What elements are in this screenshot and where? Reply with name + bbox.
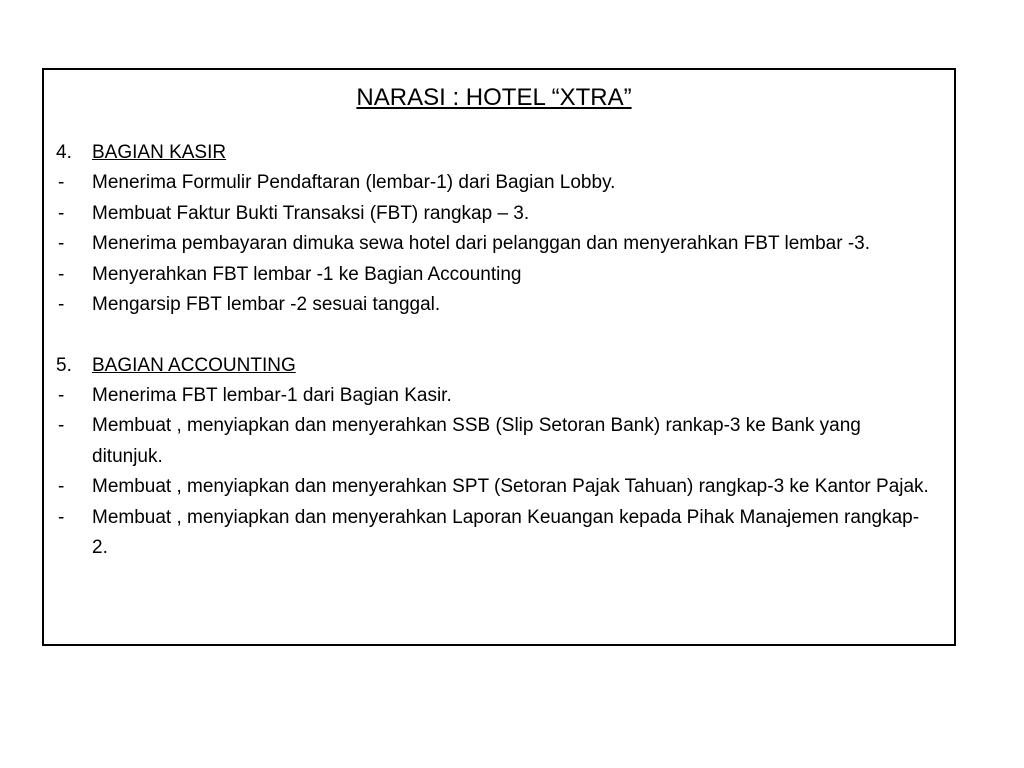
list-item (56, 411, 932, 472)
bullet-dash: - (58, 506, 65, 528)
bullet-dash: - (58, 202, 65, 224)
list-item (56, 381, 932, 412)
content-box (42, 68, 956, 646)
section-title: BAGIAN KASIR (92, 142, 227, 163)
section-accounting (56, 351, 932, 564)
section-kasir (56, 138, 932, 321)
list-item (56, 229, 932, 260)
section-title: BAGIAN ACCOUNTING (92, 354, 296, 376)
list-item (56, 199, 932, 230)
list-item-text: Menerima FBT lembar-1 dari Bagian Kasir. (92, 384, 452, 406)
list-item (56, 472, 932, 503)
bullet-dash: - (58, 294, 65, 315)
list-item (56, 503, 932, 564)
section-heading (56, 351, 932, 381)
list-item-text: Menyerahkan FBT lembar -1 ke Bagian Accounting (92, 263, 522, 285)
list-item (56, 290, 932, 321)
bullet-dash: - (58, 384, 65, 406)
list-item-text: Menerima Formulir Pendaftaran (lembar-1) dari Bagian Lobby. (92, 172, 616, 193)
list-item (56, 168, 932, 199)
section-number: 5. (56, 354, 72, 376)
bullet-dash: - (58, 415, 65, 436)
list-item-text: Membuat Faktur Bukti Transaksi (FBT) rangkap – 3. (92, 202, 530, 224)
bullet-dash: - (58, 263, 65, 285)
page-title (56, 80, 932, 116)
bullet-dash: - (58, 172, 65, 193)
section-heading (56, 138, 932, 168)
list-item-text: Membuat , menyiapkan dan menyerahkan SPT (Setoran Pajak Tahuan) rangkap-3 ke Kantor Pajak. (92, 476, 929, 497)
section-number: 4. (56, 142, 72, 163)
page-title-text: NARASI : HOTEL “XTRA” (356, 84, 632, 111)
list-item (56, 260, 932, 291)
bullet-dash: - (58, 476, 65, 497)
list-item-text: Membuat , menyiapkan dan menyerahkan Laporan Keuangan kepada Pihak Manajemen rangkap-2. (92, 506, 920, 558)
bullet-dash: - (58, 233, 65, 254)
list-item-text: Membuat , menyiapkan dan menyerahkan SSB (Slip Setoran Bank) rankap-3 ke Bank yang ditunjuk. (92, 415, 861, 467)
list-item-text: Mengarsip FBT lembar -2 sesuai tanggal. (92, 294, 441, 315)
list-item-text: Menerima pembayaran dimuka sewa hotel dari pelanggan dan menyerahkan FBT lembar -3. (92, 233, 871, 254)
